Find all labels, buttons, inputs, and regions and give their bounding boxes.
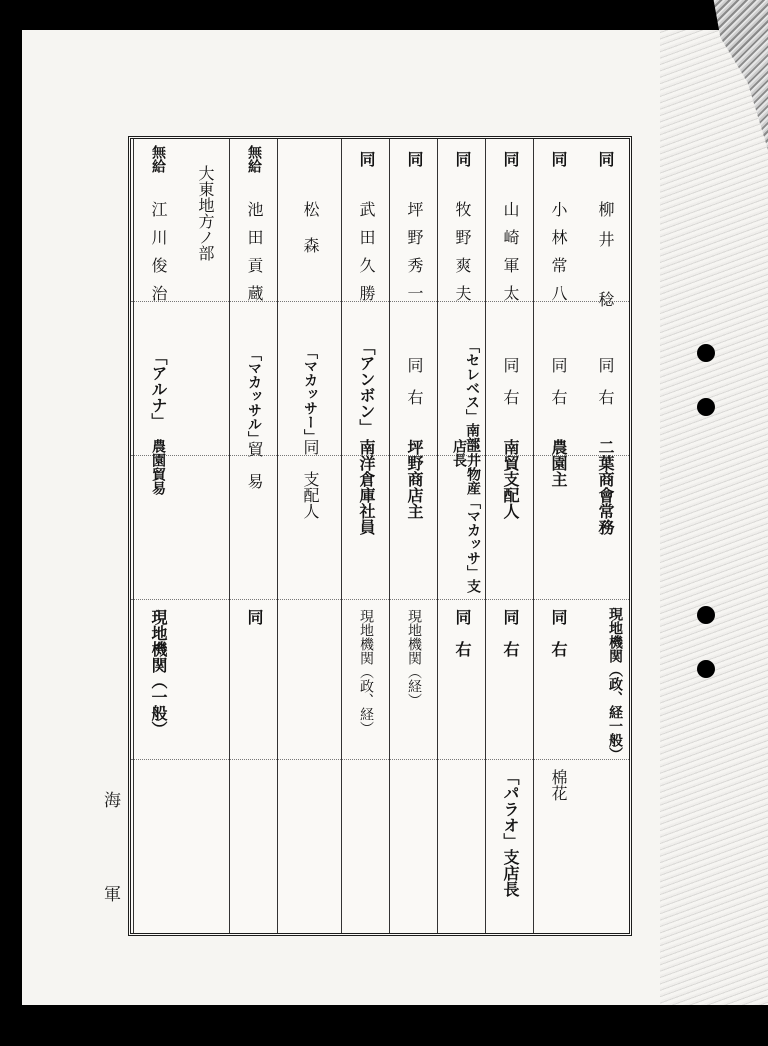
agency-cell: 現地機関（経） xyxy=(406,609,422,707)
place-cell: 「セレベス」南部 xyxy=(464,339,480,451)
rank-cell: 同 xyxy=(405,151,424,167)
section-title: 大東地方ノ部 xyxy=(196,165,215,261)
rank-cell: 無給 xyxy=(150,145,166,173)
name-cell: 武田久勝 xyxy=(357,201,376,313)
note-cell: 「パラオ」支店長 xyxy=(501,769,520,897)
position-cell: 二葉商會常務 xyxy=(596,439,615,535)
place-cell: 同 右 xyxy=(596,357,615,405)
position-cell: 南洋倉庫社員 xyxy=(357,439,376,535)
table-row xyxy=(437,139,486,933)
name-cell: 小林常八 xyxy=(549,201,568,313)
table-row xyxy=(533,139,582,933)
position-cell: 農園主 xyxy=(549,439,568,487)
place-cell: 「マカッサル」 xyxy=(246,347,262,445)
rank-cell: 無給 xyxy=(246,145,262,173)
table-row xyxy=(581,139,629,933)
rank-cell: 同 xyxy=(453,151,472,167)
name-cell: 山崎軍太 xyxy=(501,201,520,313)
name-cell: 柳井 稔 xyxy=(596,201,615,321)
note-cell: 棉花 xyxy=(549,769,568,801)
rank-cell: 同 xyxy=(501,151,520,167)
binder-hole-1 xyxy=(697,344,715,362)
section-title-column xyxy=(181,139,229,933)
rank-cell: 同 xyxy=(357,151,376,167)
page-edge-shadow xyxy=(660,30,768,1005)
margin-char-top: 海 xyxy=(104,791,121,811)
position-cell: 貿 易 xyxy=(245,441,264,489)
table-row xyxy=(133,139,182,933)
position-cell: 農園貿易 xyxy=(150,439,166,495)
binder-hole-4 xyxy=(697,660,715,678)
table-row xyxy=(277,139,342,933)
table-row xyxy=(485,139,534,933)
table-row xyxy=(229,139,278,933)
margin-char-bottom: 軍 xyxy=(104,885,121,905)
position-cell: 三井物産「マカッサ」支店長 xyxy=(451,439,481,593)
position-cell: 南貿支配人 xyxy=(501,439,520,519)
agency-cell: 同 xyxy=(245,609,264,625)
rank-cell: 同 xyxy=(549,151,568,167)
rank-cell: 同 xyxy=(596,151,615,167)
place-cell: 同 右 xyxy=(501,357,520,405)
name-cell: 江川俊治 xyxy=(149,201,168,313)
binder-hole-2 xyxy=(697,398,715,416)
name-cell: 池田貢蔵 xyxy=(245,201,264,313)
name-cell: 坪野秀一 xyxy=(405,201,424,313)
binder-hole-3 xyxy=(697,606,715,624)
table-row xyxy=(389,139,438,933)
place-cell: 同 右 xyxy=(549,357,568,405)
place-cell: 「アンボン」 xyxy=(357,339,376,435)
agency-cell: 現地機関（政、経） xyxy=(358,609,374,735)
name-cell: 松森 xyxy=(301,201,320,273)
agency-cell: 現地機関（政、経一般） xyxy=(607,607,623,761)
agency-cell: 同 右 xyxy=(549,609,568,657)
place-cell: 同 右 xyxy=(405,357,424,405)
agency-cell: 現地機関（一般） xyxy=(149,609,168,737)
place-cell: 「マカッサー」 xyxy=(302,345,318,443)
position-cell: 坪野商店主 xyxy=(405,439,424,519)
agency-cell: 同 右 xyxy=(501,609,520,657)
roster-table xyxy=(128,136,632,936)
table-row xyxy=(341,139,390,933)
position-cell: 同 支配人 xyxy=(301,439,320,519)
name-cell: 牧野爽夫 xyxy=(453,201,472,313)
place-cell: 「アルナ」 xyxy=(149,349,168,429)
agency-cell: 同 右 xyxy=(453,609,472,657)
